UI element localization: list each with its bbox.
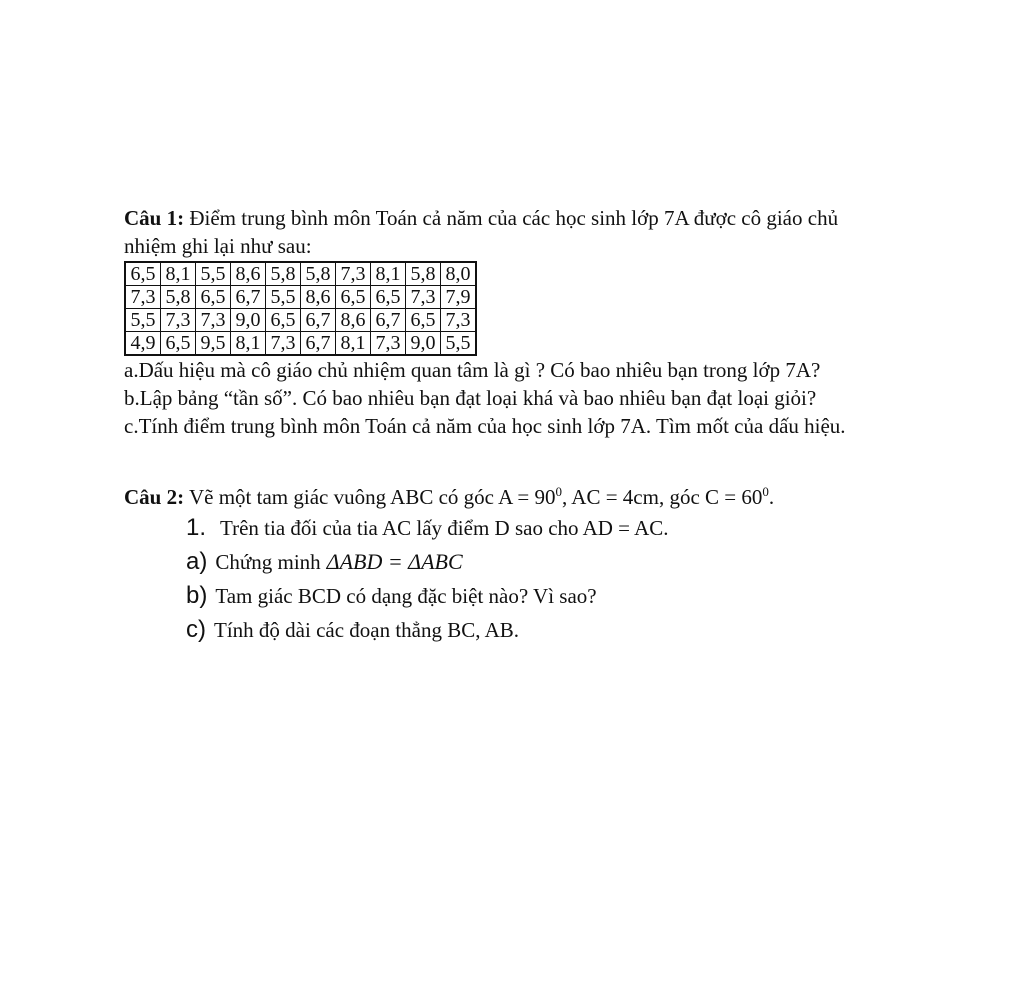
question-2-intro-b: , AC = 4cm, góc C = 60 (561, 485, 763, 509)
question-2 (124, 483, 984, 647)
table-cell: 9,0 (231, 309, 266, 332)
table-cell: 7,3 (196, 309, 231, 332)
table-cell: 5,5 (125, 309, 161, 332)
worksheet (124, 204, 984, 647)
question-2-intro (124, 483, 984, 511)
table-cell: 6,5 (161, 332, 196, 356)
question-2-item-1 (186, 511, 984, 545)
table-cell: 8,6 (336, 309, 371, 332)
question-1 (124, 204, 984, 440)
table-cell: 7,3 (266, 332, 301, 356)
degree-superscript-1: 0 (555, 484, 562, 499)
table-cell: 7,3 (161, 309, 196, 332)
table-cell: 6,5 (196, 286, 231, 309)
question-2-intro-c: . (768, 485, 775, 509)
scores-table (124, 261, 477, 356)
table-cell: 8,1 (231, 332, 266, 356)
question-1-part-b: b.Lập bảng “tần số”. Có bao nhiêu bạn đạt loại khá và bao nhiêu bạn đạt loại giỏi? (124, 386, 817, 410)
table-cell: 8,1 (371, 262, 406, 286)
table-row (125, 286, 476, 309)
table-row (125, 332, 476, 356)
table-cell: 9,5 (196, 332, 231, 356)
table-cell: 5,5 (266, 286, 301, 309)
item-a-label: a) (186, 548, 208, 575)
table-cell: 6,7 (231, 286, 266, 309)
table-cell: 6,7 (301, 332, 336, 356)
table-cell: 5,8 (301, 262, 336, 286)
table-cell: 8,0 (441, 262, 477, 286)
question-1-intro (124, 204, 984, 232)
table-cell: 8,1 (336, 332, 371, 356)
table-cell: 6,7 (371, 309, 406, 332)
question-2-label: Câu 2: (124, 485, 185, 509)
table-cell: 9,0 (406, 332, 441, 356)
question-1-intro-line1: Điểm trung bình môn Toán cả năm của các học sinh lớp 7A được cô giáo chủ (189, 206, 839, 230)
table-cell: 6,5 (125, 262, 161, 286)
table-cell: 4,9 (125, 332, 161, 356)
question-1-part-a: a.Dấu hiệu mà cô giáo chủ nhiệm quan tâm là gì ? Có bao nhiêu bạn trong lớp 7A? (124, 358, 821, 382)
table-cell: 6,5 (266, 309, 301, 332)
table-cell: 7,3 (441, 309, 477, 332)
table-cell: 7,3 (125, 286, 161, 309)
table-cell: 8,1 (161, 262, 196, 286)
table-cell: 8,6 (301, 286, 336, 309)
table-cell: 5,8 (266, 262, 301, 286)
table-cell: 5,8 (161, 286, 196, 309)
table-row (125, 309, 476, 332)
degree-superscript-2: 0 (762, 484, 769, 499)
table-cell: 7,9 (441, 286, 477, 309)
question-2-item-a (186, 545, 984, 579)
table-cell: 5,5 (196, 262, 231, 286)
item-a-math: ΔABD = ΔABC (326, 549, 463, 574)
table-cell: 7,3 (406, 286, 441, 309)
question-1-part-c: c.Tính điểm trung bình môn Toán cả năm của học sinh lớp 7A. Tìm mốt của dấu hiệu. (124, 414, 846, 438)
table-cell: 6,5 (371, 286, 406, 309)
table-cell: 6,5 (406, 309, 441, 332)
table-cell: 7,3 (336, 262, 371, 286)
question-1-label: Câu 1: (124, 206, 185, 230)
table-cell: 5,5 (441, 332, 477, 356)
item-c-text: Tính độ dài các đoạn thẳng BC, AB. (214, 618, 520, 642)
question-2-item-c (186, 613, 984, 647)
item-c-label: c) (186, 616, 206, 643)
question-1-intro-line2: nhiệm ghi lại như sau: (124, 234, 312, 258)
table-cell: 5,8 (406, 262, 441, 286)
table-cell: 8,6 (231, 262, 266, 286)
item-1-label: 1. (186, 514, 207, 541)
table-cell: 6,7 (301, 309, 336, 332)
item-b-text: Tam giác BCD có dạng đặc biệt nào? Vì sao? (215, 584, 597, 608)
table-cell: 7,3 (371, 332, 406, 356)
item-1-text: Trên tia đối của tia AC lấy điểm D sao cho AD = AC. (220, 516, 669, 540)
item-b-label: b) (186, 582, 208, 609)
table-cell: 6,5 (336, 286, 371, 309)
question-2-intro-a: Vẽ một tam giác vuông ABC có góc A = 90 (188, 485, 556, 509)
item-a-text: Chứng minh (215, 550, 321, 574)
table-row (125, 262, 476, 286)
question-2-item-b (186, 579, 984, 613)
